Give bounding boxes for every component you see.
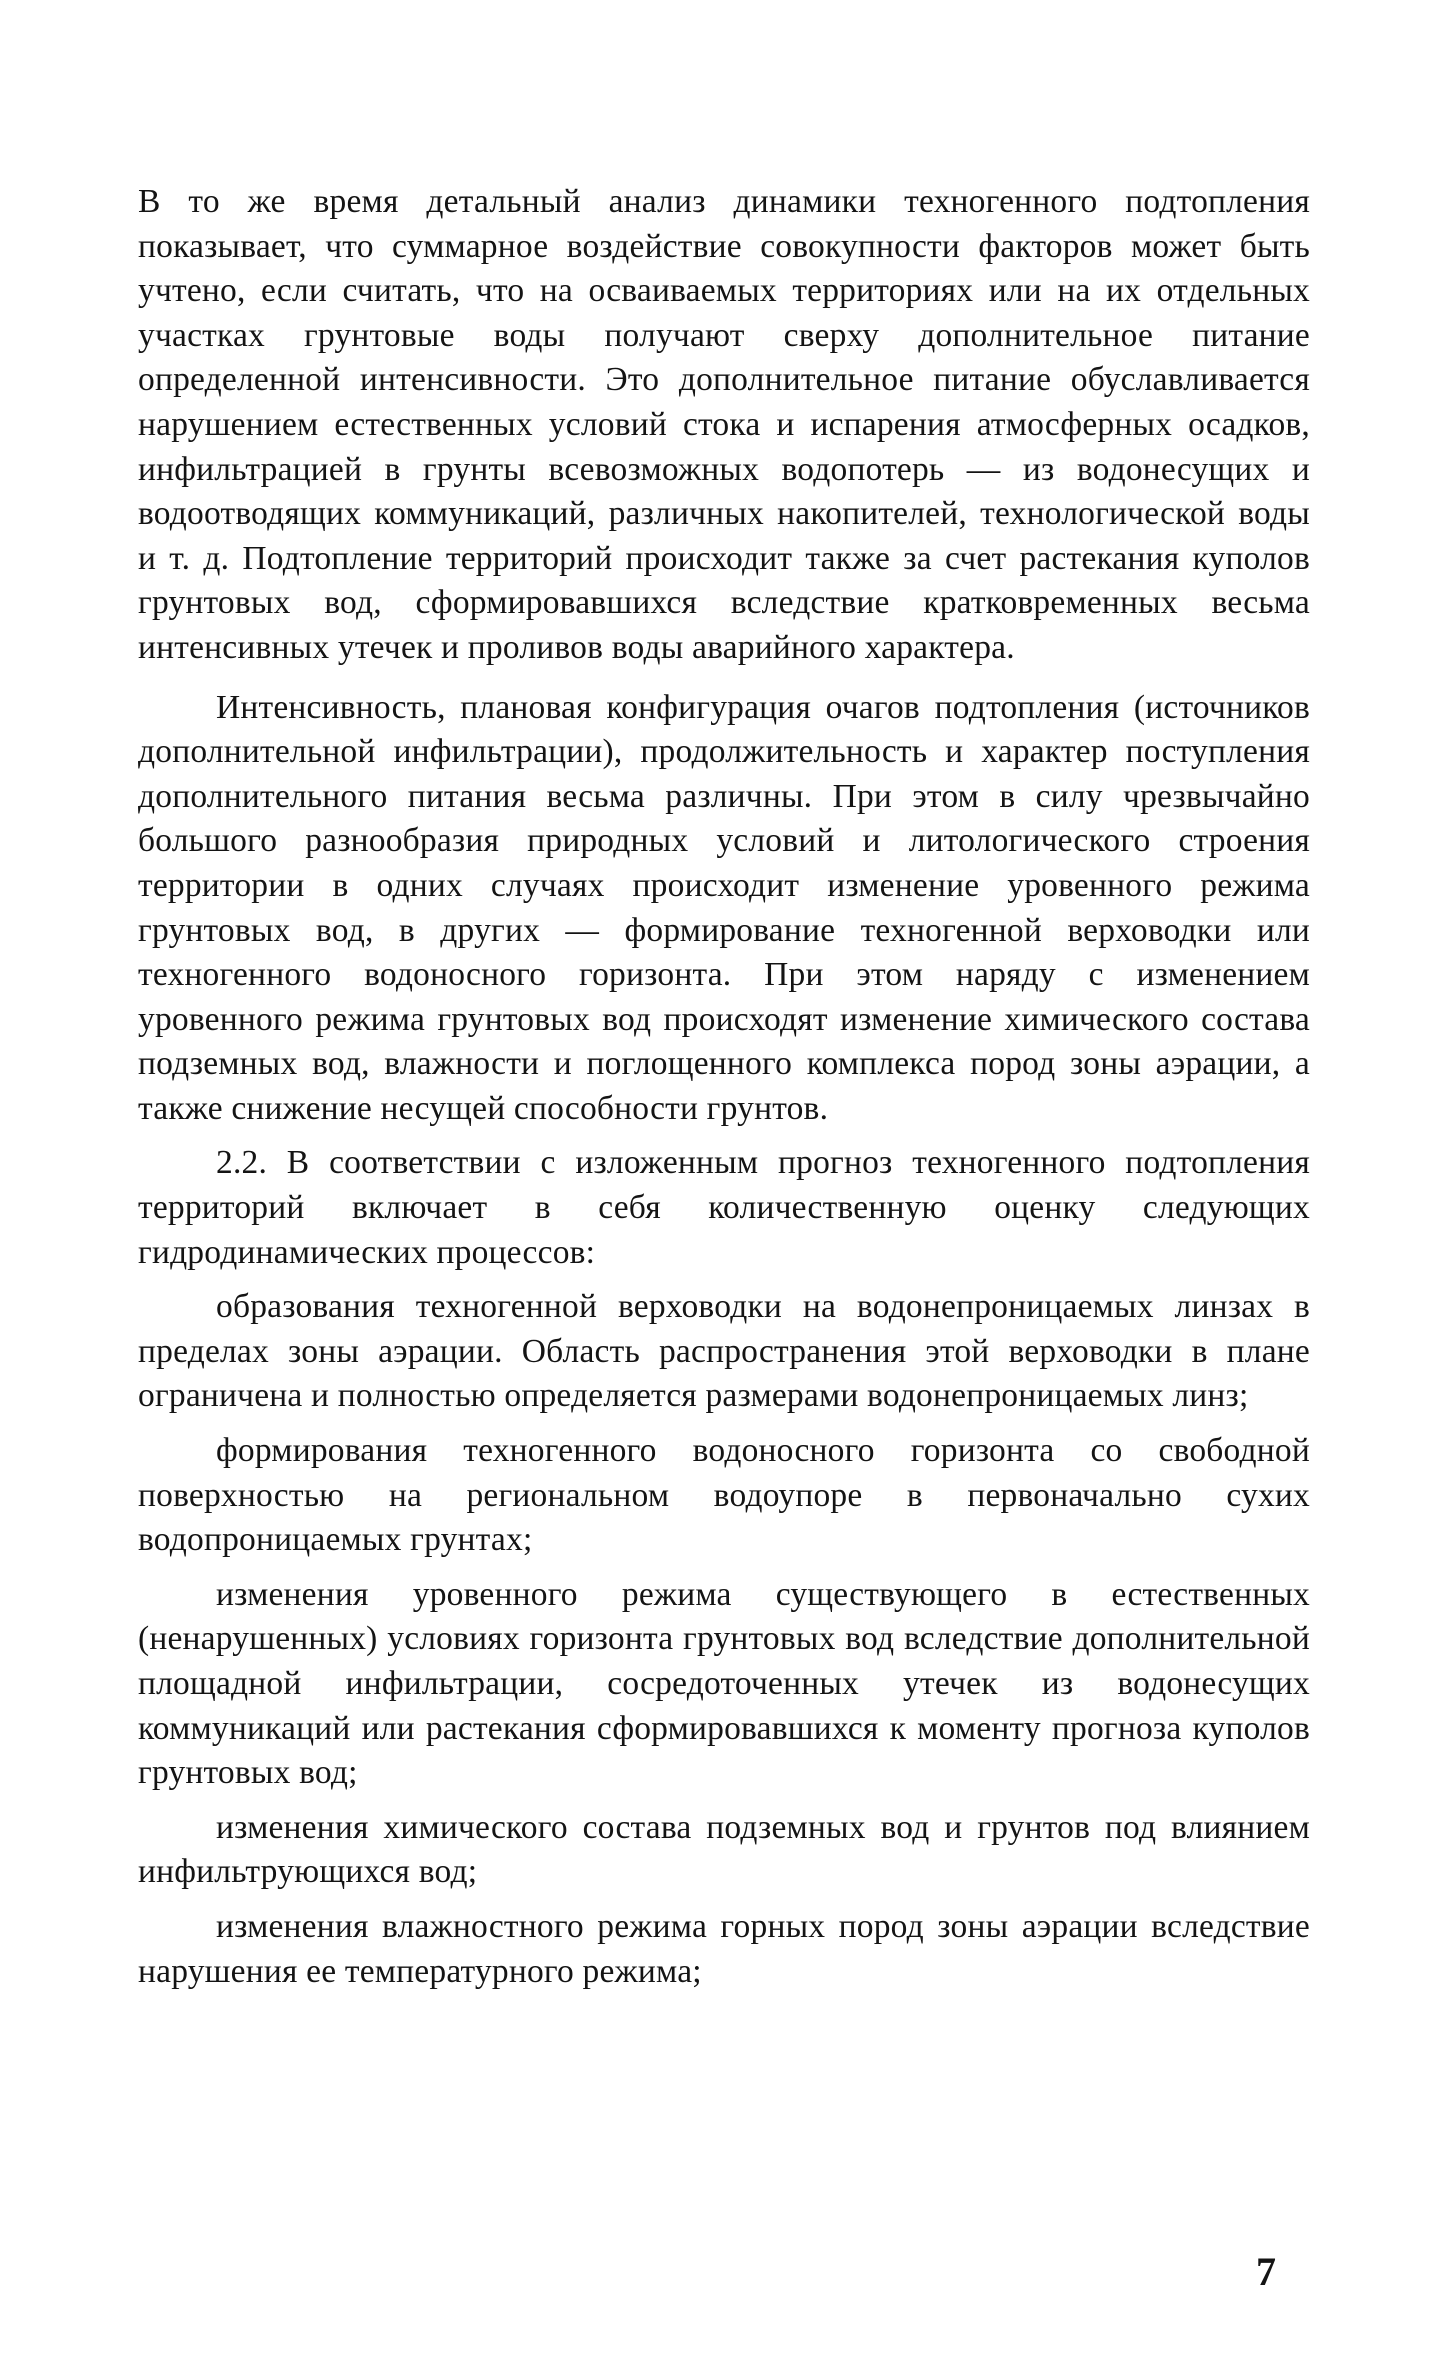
- list-item: изменения химического состава подземных вод и грунтов под влиянием инфильтрующихся вод;: [138, 1808, 1310, 1891]
- list-item: изменения уровенного режима существующего в естественных (ненарушенных) условиях горизонта грунтовых вод вследствие дополнительной площадной инфильтрации, сосредоточенных утечек из водонесущих коммуникаций или растекания сформировавшихся к моменту прогноза куполов грунтовых вод;: [138, 1575, 1310, 1792]
- page-number: 7: [1256, 2249, 1276, 2294]
- list-item: формирования техногенного водоносного горизонта со свободной поверхностью на региональном водоупоре в первоначально сухих водопроницаемых грунтах;: [138, 1432, 1310, 1559]
- list-item: изменения влажностного режима горных пород зоны аэрации вследствие нарушения ее температурного режима;: [138, 1907, 1310, 1990]
- paragraph-3: 2.2. В соответствии с изложенным прогноз техногенного подтопления территорий включает в себя количественную оценку следующих гидродинамических процессов:: [138, 1144, 1310, 1271]
- paragraph-1: В то же время детальный анализ динамики техногенного подтопления показывает, что суммарное воздействие совокупности факторов может быть учтено, если считать, что на осваиваемых территориях или на их отдельных участках грунтовые воды получают сверху дополнительное питание определенной интенсивности. Это дополнительное питание обуславливается нарушением естественных условий стока и испарения атмосферных осадков, инфильтрацией в грунты всевозможных водопотерь — из водонесущих и водоотводящих коммуникаций, различных накопителей, технологической воды и т. д. Подтопление территорий происходит также за счет растекания куполов грунтовых вод, сформировавшихся вследствие кратковременных весьма интенсивных утечек и проливов воды аварийного характера.: [138, 183, 1310, 666]
- page-text-block: [138, 180, 1310, 1994]
- list-item: образования техногенной верховодки на водонепроницаемых линзах в пределах зоны аэрации. Область распространения этой верховодки в плане ограничена и полностью определяется размерами водонепроницаемых линз;: [138, 1288, 1310, 1415]
- paragraph-2: Интенсивность, плановая конфигурация очагов подтопления (источников дополнительной инфильтрации), продолжительность и характер поступления дополнительного питания весьма различны. При этом в силу чрезвычайно большого разнообразия природных условий и литологического строения территории в одних случаях происходит изменение уровенного режима грунтовых вод, в других — формирование техногенной верховодки или техногенного водоносного горизонта. При этом наряду с изменением уровенного режима грунтовых вод происходят изменение химического состава подземных вод, влажности и поглощенного комплекса пород зоны аэрации, а также снижение несущей способности грунтов.: [138, 688, 1310, 1127]
